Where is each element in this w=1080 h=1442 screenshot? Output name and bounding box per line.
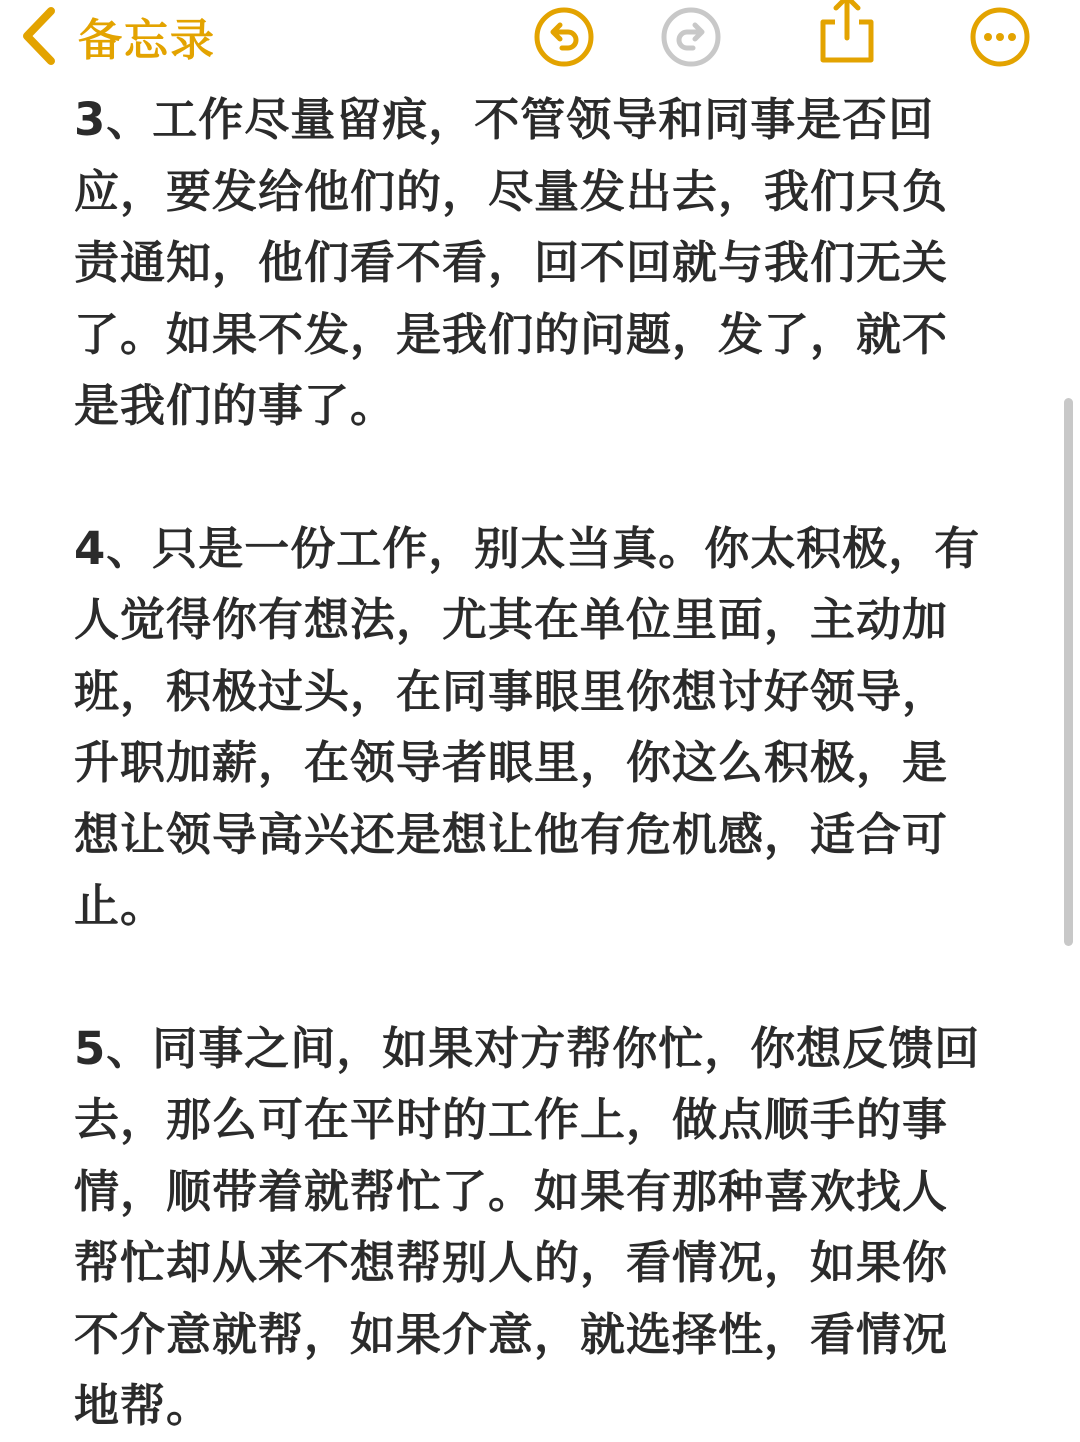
redo-button[interactable]: [658, 4, 724, 70]
share-button[interactable]: [814, 0, 880, 62]
redo-icon: [659, 5, 723, 69]
undo-icon: [532, 5, 596, 69]
note-paragraph[interactable]: 3、工作尽量留痕，不管领导和同事是否回 应，要发给他们的，尽量发出去，我们只负 责通知，他们看不看，回不回就与我们无关 了。如果不发，是我们的问题，发了，就不 是我们的事了。: [74, 93, 949, 432]
note-paragraph[interactable]: 4、只是一份工作，别太当真。你太积极，有 人觉得你有想法，尤其在单位里面，主动加 班，积极过头，在同事眼里你想讨好领导， 升职加薪，在领导者眼里，你这么积极，是 想让领导高兴还是想让他有危机感，适合可 止。: [74, 521, 981, 932]
more-icon: [968, 5, 1032, 69]
back-label: 备忘录: [78, 15, 216, 66]
back-button[interactable]: [18, 2, 216, 70]
note-paragraph[interactable]: 5、同事之间，如果对方帮你忙，你想反馈回 去，那么可在平时的工作上，做点顺手的事 情，顺带着就帮忙了。如果有那种喜欢找人 帮忙却从来不想帮别人的，看情况，如果你 不介意就帮，如果介意，就选择性，看情况 地帮。: [74, 1021, 981, 1432]
vertical-scrollbar[interactable]: [1064, 398, 1073, 946]
note-body[interactable]: [74, 84, 1014, 1442]
navigation-bar: [0, 0, 1080, 76]
share-icon: [815, 0, 879, 66]
undo-button[interactable]: [531, 4, 597, 70]
chevron-left-icon: [18, 5, 58, 67]
more-button[interactable]: [967, 4, 1033, 70]
